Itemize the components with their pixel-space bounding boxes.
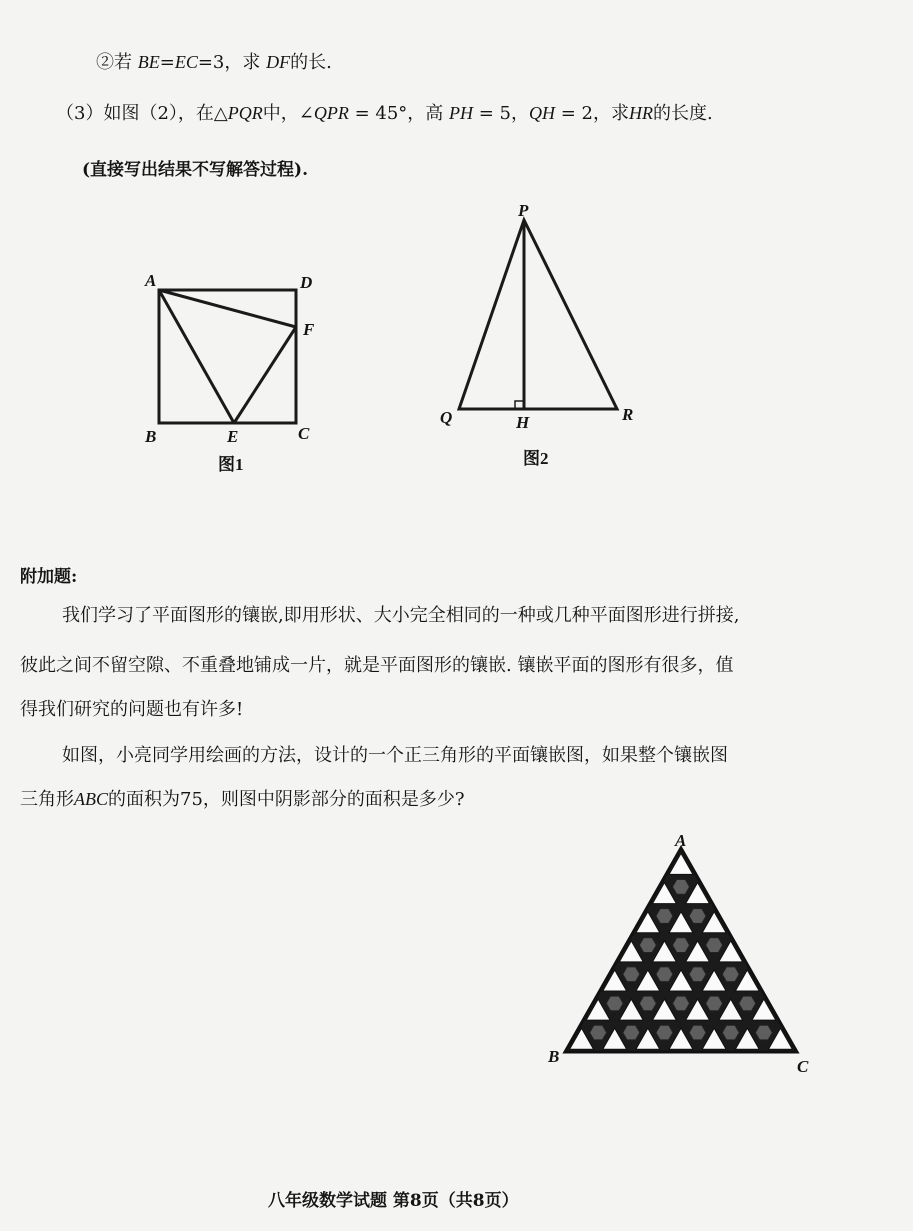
q2-ec: EC: [174, 52, 198, 72]
tile-shaded-hexagon: [656, 909, 673, 924]
fig1-label-e: E: [227, 427, 239, 446]
tile-shaded-hexagon: [739, 996, 756, 1011]
fig1-caption: 图1: [218, 455, 244, 474]
q3-qpr: QPR: [313, 103, 349, 123]
q3-mid2: = 45°，高: [348, 103, 444, 124]
tile-shaded-hexagon: [606, 996, 623, 1011]
segment-af: [159, 290, 296, 327]
fig1-label-f: F: [303, 320, 315, 339]
bonus-paragraph-1-line-1: 我们学习了平面图形的镶嵌,即用形状、大小完全相同的一种或几种平面图形进行拼接,: [62, 605, 740, 626]
bonus-paragraph-2-line-2: [20, 785, 465, 811]
q2-df: DF: [266, 52, 291, 72]
fig3-label-a: A: [675, 831, 687, 850]
fig2-label-q: Q: [440, 408, 453, 427]
segment-ae: [159, 290, 234, 423]
tile-shaded-hexagon: [689, 967, 706, 982]
fig1-label-b: B: [145, 427, 157, 446]
triangle-pqr: [459, 220, 617, 409]
tile-shaded-hexagon: [755, 1025, 772, 1040]
figure-3-tessellation: [565, 848, 797, 1052]
q3-ph: PH: [449, 103, 474, 123]
p2-abc: ABC: [74, 789, 108, 809]
tile-shaded-hexagon: [673, 879, 690, 894]
bonus-heading: 附加题:: [20, 567, 78, 587]
fig1-label-a: A: [145, 271, 157, 290]
tile-shaded-hexagon: [722, 1025, 739, 1040]
page-footer: 八年级数学试题 第8页（共8页）: [268, 1191, 519, 1211]
tile-shaded-hexagon: [656, 967, 673, 982]
q3-lead: （3）如图（2），在△: [56, 103, 228, 124]
fig3-label-c: C: [797, 1057, 809, 1076]
q3-tail: 的长度.: [652, 103, 713, 124]
fig3-label-b: B: [548, 1047, 560, 1066]
p2-pre: 三角形: [20, 789, 74, 810]
q3-mid4: = 2，求: [555, 103, 629, 124]
bonus-paragraph-1-line-3: 得我们研究的问题也有许多!: [20, 699, 244, 720]
tile-shaded-hexagon: [639, 996, 656, 1011]
q3-qh: QH: [529, 103, 555, 123]
tile-shaded-hexagon: [689, 909, 706, 924]
tile-shaded-hexagon: [639, 938, 656, 953]
tile-shaded-hexagon: [623, 967, 640, 982]
tile-shaded-hexagon: [706, 996, 723, 1011]
fig2-caption: 图2: [523, 449, 549, 468]
tile-shaded-hexagon: [673, 938, 690, 953]
q3-mid3: = 5，: [473, 103, 529, 124]
bonus-paragraph-2-line-1: 如图，小亮同学用绘画的方法，设计的一个正三角形的平面镶嵌图，如果整个镶嵌图: [62, 745, 728, 766]
q3-mid1: 中，∠: [262, 103, 314, 124]
q2-eq1: =: [159, 52, 175, 73]
tile-shaded-hexagon: [706, 938, 723, 953]
tile-shaded-hexagon: [623, 1025, 640, 1040]
p2-post: 的面积为75，则图中阴影部分的面积是多少?: [108, 789, 465, 810]
q2-be: BE: [137, 52, 160, 72]
q3-hr: HR: [628, 103, 653, 123]
fig2-label-p: P: [518, 201, 529, 220]
q2-eq2: =3，求: [197, 52, 261, 73]
fig2-label-h: H: [516, 413, 530, 432]
q2-tail: 的长.: [290, 52, 332, 73]
figure-1: [159, 290, 296, 423]
tile-shaded-hexagon: [590, 1025, 607, 1040]
q3-pqr: PQR: [227, 103, 263, 123]
segment-ef: [234, 327, 296, 423]
fig2-label-r: R: [622, 405, 634, 424]
tile-shaded-hexagon: [689, 1025, 706, 1040]
tile-shaded-hexagon: [656, 1025, 673, 1040]
tile-shaded-hexagon: [722, 967, 739, 982]
bonus-paragraph-1-line-2: 彼此之间不留空隙、不重叠地铺成一片，就是平面图形的镶嵌. 镶嵌平面的图形有很多，值: [20, 655, 734, 676]
figure-2: [459, 220, 617, 409]
q2-marker: ②若: [96, 52, 132, 73]
fig1-label-d: D: [300, 273, 313, 292]
fig1-label-c: C: [298, 424, 310, 443]
question-3-note: (直接写出结果不写解答过程).: [82, 160, 309, 180]
tile-shaded-hexagon: [673, 996, 690, 1011]
